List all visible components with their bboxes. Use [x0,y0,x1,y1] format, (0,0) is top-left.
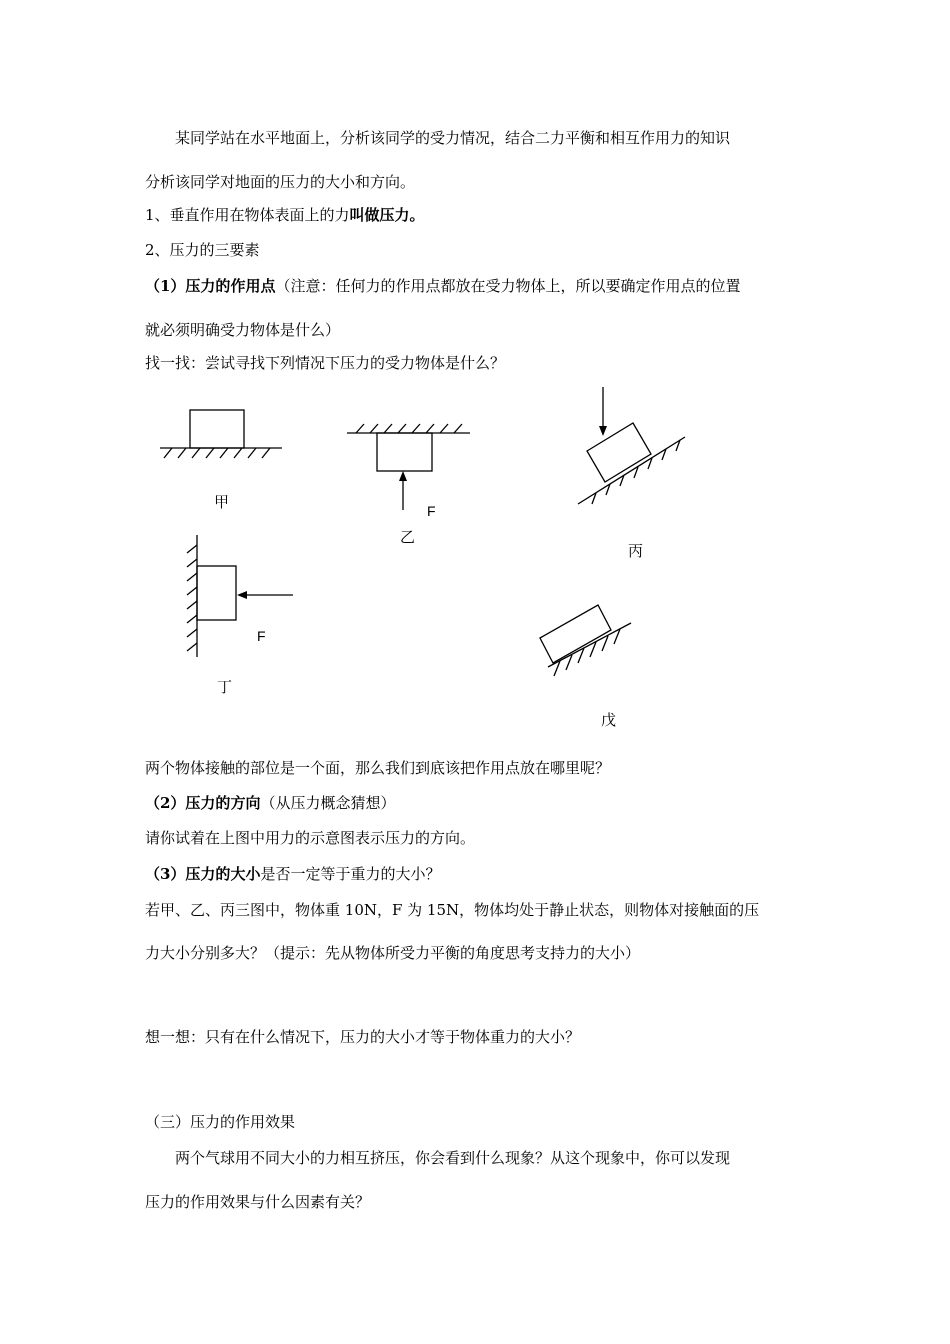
item2-note: （从压力概念猜想） [260,794,396,812]
three-elements-heading: 2、压力的三要素 [145,241,260,259]
ding-block [197,566,236,620]
wu-block [540,605,611,663]
think-question: 想一想：只有在什么情况下，压力的大小才等于物体重力的大小？ [145,1028,581,1046]
diagram-ding [187,535,293,657]
label-ding: 丁 [217,678,233,696]
item2-task: 请你试着在上图中用力的示意图表示压力的方向。 [145,829,476,847]
balloon-paragraph-cont: 压力的作用效果与什么因素有关？ [145,1193,371,1211]
label-f-yi: F [427,503,436,519]
diagram-yi [347,424,470,510]
diagram-jia [160,410,282,458]
item2-title: （2）压力的方向 [145,794,261,812]
label-bing: 丙 [628,542,644,560]
find-question: 找一找：尝试寻找下列情况下压力的受力物体是什么？ [145,354,506,372]
item3-line [145,864,440,884]
label-yi: 乙 [400,528,416,546]
balloon-paragraph: 两个气球用不同大小的力相互挤压，你会看到什么现象？从这个现象中，你可以发现 [175,1149,731,1167]
intro-paragraph: 某同学站在水平地面上，分析该同学的受力情况，结合二力平衡和相互作用力的知识 [175,129,731,147]
jia-block [190,410,244,448]
contact-question: 两个物体接触的部位是一个面，那么我们到底该把作用点放在哪里呢？ [145,759,611,777]
label-wu: 戊 [601,711,617,729]
bing-block [587,423,651,482]
diagram-wu [540,605,631,676]
item1-note-cont: 就必须明确受力物体是什么） [145,321,341,339]
calc-question: 若甲、乙、丙三图中，物体重 10N，F 为 15N，物体均处于静止状态，则物体对接触面的压 [145,901,760,919]
item3-title: （3）压力的大小 [145,865,261,883]
definition-text: 1、垂直作用在物体表面上的力 [145,206,350,224]
intro-paragraph-cont: 分析该同学对地面的压力的大小和方向。 [145,173,416,191]
wu-incline [548,623,631,667]
section3-heading: （三）压力的作用效果 [145,1113,296,1131]
item1-note: （注意：任何力的作用点都放在受力物体上，所以要确定作用点的位置 [275,277,741,295]
label-f-ding: F [257,628,266,644]
definition-bold: 叫做压力。 [349,206,425,224]
calc-question-cont: 力大小分别多大？（提示：先从物体所受力平衡的角度思考支持力的大小） [145,944,641,962]
item3-note: 是否一定等于重力的大小？ [260,865,441,883]
label-jia: 甲 [214,493,230,511]
item2-line [145,793,395,813]
diagram-bing [578,387,685,504]
item1-title: （1）压力的作用点 [145,277,276,295]
yi-block [377,433,432,471]
